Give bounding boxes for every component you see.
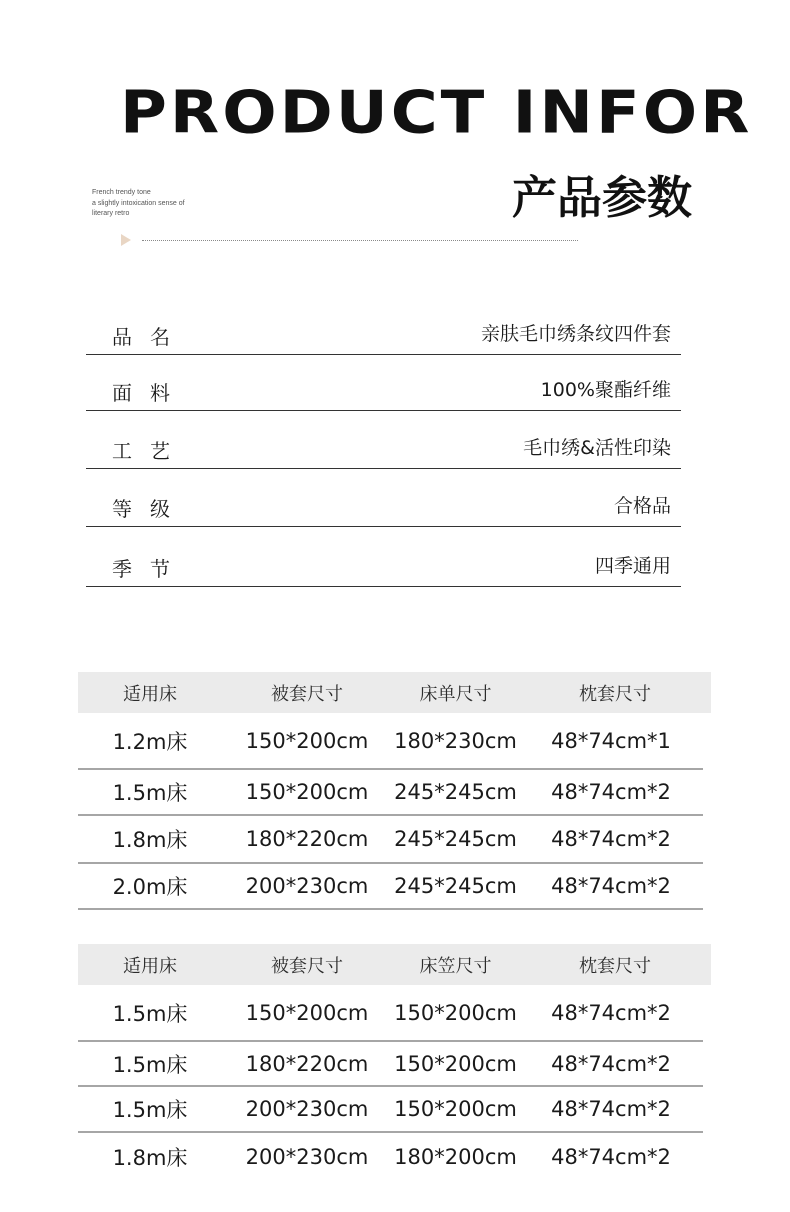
table-cell: 245*245cm [394, 780, 517, 804]
info-row-name [86, 308, 681, 355]
tagline [92, 188, 232, 220]
table-cell: 48*74cm*1 [551, 728, 671, 753]
product-info-list [86, 308, 681, 587]
info-value: 合格品 [613, 495, 671, 517]
info-value: 亲肤毛巾绣条纹四件套 [480, 323, 671, 345]
table-cell: 200*230cm [245, 874, 369, 898]
info-row-grade [86, 469, 681, 527]
dotted-divider [142, 240, 578, 241]
info-value: 毛巾绣&活性印染 [523, 437, 671, 459]
info-value: 四季通用 [594, 555, 671, 577]
table-cell: 150*200cm [394, 1000, 517, 1025]
table-header [78, 672, 711, 713]
table-row [78, 1087, 703, 1133]
table-cell: 48*74cm*2 [551, 780, 671, 804]
table-cell: 150*200cm [245, 780, 369, 804]
page-title-en: PRODUCT INFOR [120, 79, 753, 148]
table-row [78, 816, 703, 864]
info-row-fabric [86, 355, 681, 411]
table-cell: 150*200cm [245, 1000, 369, 1025]
info-label: 季节 [112, 557, 188, 581]
table-cell: 2.0m床 [112, 875, 188, 899]
table-cell: 48*74cm*2 [551, 1000, 671, 1025]
table-cell: 1.5m床 [112, 1052, 188, 1077]
table-cell: 200*230cm [245, 1145, 369, 1169]
table-cell: 1.2m床 [112, 729, 188, 754]
table-cell: 48*74cm*2 [551, 1097, 671, 1121]
info-label: 品名 [112, 325, 188, 349]
table-cell: 1.8m床 [112, 1146, 188, 1170]
header-cell: 枕套尺寸 [579, 683, 651, 705]
table-cell: 180*230cm [394, 728, 517, 753]
header-cell: 床单尺寸 [419, 683, 492, 705]
table-cell: 48*74cm*2 [551, 1051, 671, 1076]
header-cell: 被套尺寸 [271, 955, 343, 977]
table-row [78, 770, 703, 816]
table-row [78, 985, 703, 1042]
table-cell: 150*200cm [245, 728, 369, 753]
page-title-cn: 产品参数 [512, 171, 693, 224]
info-row-season [86, 527, 681, 587]
table-cell: 180*200cm [394, 1145, 517, 1169]
info-label: 工艺 [112, 439, 188, 463]
table-cell: 48*74cm*2 [551, 874, 671, 898]
info-label: 面料 [112, 381, 188, 405]
tagline-line: a slightly intoxication sense of [92, 199, 185, 207]
info-label: 等级 [112, 497, 188, 521]
header-cell: 被套尺寸 [271, 683, 343, 705]
tagline-line: French trendy tone [92, 189, 151, 196]
table-cell: 1.5m床 [112, 1001, 188, 1026]
tagline-line: literary retro [92, 210, 130, 217]
header-cell: 床笠尺寸 [419, 955, 492, 977]
header-cell: 枕套尺寸 [579, 955, 651, 977]
table-cell: 48*74cm*2 [551, 827, 671, 851]
table-header [78, 944, 711, 985]
table-cell: 180*220cm [245, 1051, 369, 1076]
table-row [78, 713, 703, 770]
table-cell: 1.5m床 [112, 781, 188, 805]
table-cell: 48*74cm*2 [551, 1145, 671, 1169]
table-cell: 180*220cm [245, 827, 369, 851]
table-row [78, 864, 703, 910]
table-cell: 1.5m床 [112, 1098, 188, 1122]
table-cell: 245*245cm [394, 827, 517, 851]
play-triangle-icon [121, 234, 131, 246]
table-cell: 1.8m床 [112, 828, 188, 852]
size-table-sheet [78, 672, 711, 910]
table-row [78, 1133, 703, 1181]
table-cell: 200*230cm [245, 1097, 369, 1121]
header-cell: 适用床 [123, 955, 177, 977]
info-row-craft [86, 411, 681, 469]
table-cell: 150*200cm [394, 1097, 517, 1121]
table-cell: 245*245cm [394, 874, 517, 898]
size-table-fitted-sheet [78, 944, 711, 1181]
table-row [78, 1042, 703, 1087]
info-value: 100%聚酯纤维 [540, 379, 671, 401]
table-cell: 150*200cm [394, 1051, 517, 1076]
header-cell: 适用床 [123, 683, 177, 705]
